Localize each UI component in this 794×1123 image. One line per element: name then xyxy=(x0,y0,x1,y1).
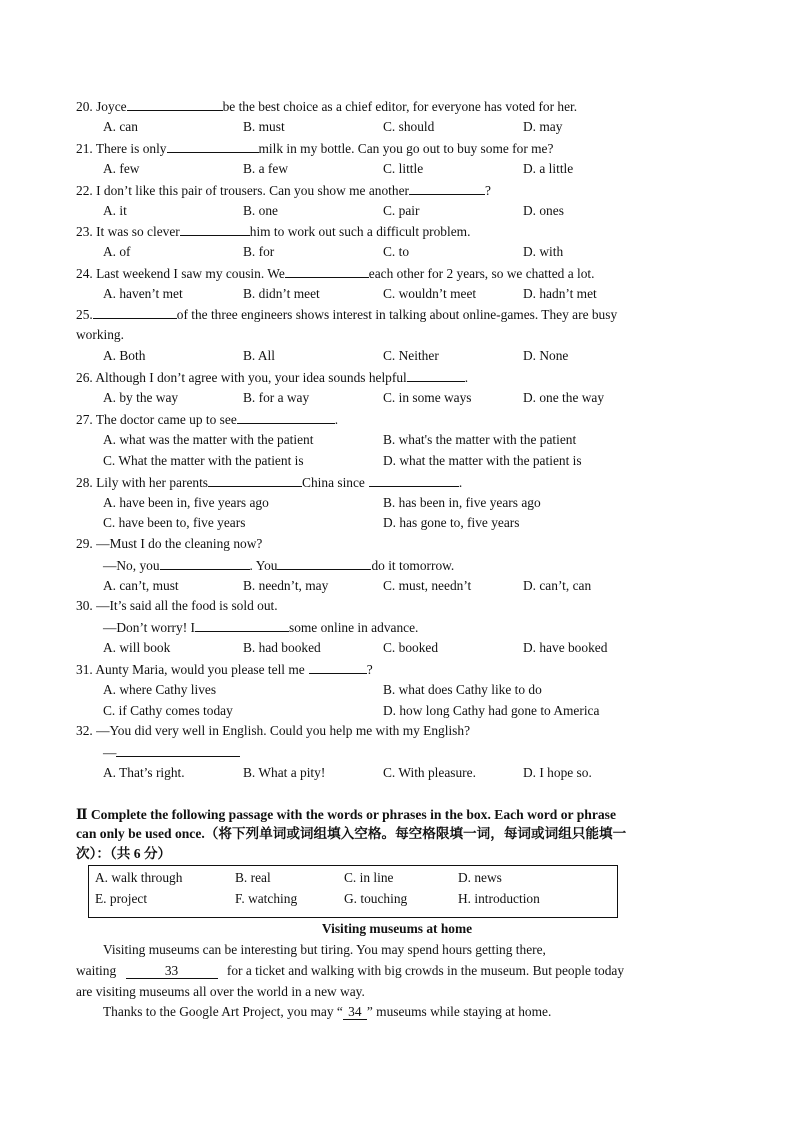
question-text: 31. Aunty Maria, would you please tell me xyxy=(76,662,305,677)
question-text: . You xyxy=(249,558,278,573)
question-text: 24. Last weekend I saw my cousin. We xyxy=(76,266,285,281)
word-box-item: H. introduction xyxy=(458,891,540,906)
question-text: 26. Although I don’t agree with you, your idea sounds helpful xyxy=(76,370,407,385)
option-a: A. what was the matter with the patient xyxy=(103,432,314,447)
question-21-stem xyxy=(76,140,553,157)
section-2-instruction-line-2: can only be used once.（将下列单词或词组填入空格。每空格限填一词，每词或词组只能填一 xyxy=(76,826,627,841)
section-2-instruction-line-3: 次）：（共 6 分） xyxy=(76,846,172,861)
question-text: 21. There is only xyxy=(76,141,167,156)
option-a: A. will book xyxy=(103,640,171,655)
question-27-stem xyxy=(76,411,338,428)
option-c: C. little xyxy=(383,161,424,176)
option-d: D. has gone to, five years xyxy=(383,515,520,530)
question-text: ? xyxy=(366,662,373,677)
question-text: —No, you xyxy=(103,558,160,573)
option-b: B. what does Cathy like to do xyxy=(383,682,542,697)
question-32-stem: 32. —You did very well in English. Could you help me with my English? xyxy=(76,723,471,738)
word-box-item: C. in line xyxy=(344,870,394,885)
option-b: B. what's the matter with the patient xyxy=(383,432,577,447)
option-a: A. can’t, must xyxy=(103,578,179,593)
answer-blank xyxy=(409,182,485,195)
question-text: 28. Lily with her parents xyxy=(76,475,209,490)
answer-blank xyxy=(93,306,177,319)
question-text: 25. xyxy=(76,307,93,322)
option-b: B. needn’t, may xyxy=(243,578,329,593)
question-text: . xyxy=(458,475,463,490)
passage-text: waiting xyxy=(76,963,117,978)
option-d: D. what the matter with the patient is xyxy=(383,453,582,468)
option-d: D. a little xyxy=(523,161,574,176)
option-b: B. must xyxy=(243,119,285,134)
option-b: B. didn’t meet xyxy=(243,286,320,301)
question-text: . xyxy=(334,412,339,427)
option-d: D. have booked xyxy=(523,640,608,655)
question-text: him to work out such a difficult problem. xyxy=(249,224,471,239)
answer-blank xyxy=(180,223,250,236)
option-a: A. Both xyxy=(103,348,146,363)
word-box-item: B. real xyxy=(235,870,271,885)
answer-blank xyxy=(407,369,465,382)
option-a: A. have been in, five years ago xyxy=(103,495,269,510)
option-d: D. one the way xyxy=(523,390,605,405)
option-c: C. Neither xyxy=(383,348,439,363)
question-text: . xyxy=(464,370,469,385)
option-c: C. to xyxy=(383,244,410,259)
question-text: be the best choice as a chief editor, for everyone has voted for her. xyxy=(222,99,578,114)
question-text: 23. It was so clever xyxy=(76,224,180,239)
question-31-stem xyxy=(76,661,373,678)
passage-text: for a ticket and walking with big crowds in the museum. But people today xyxy=(226,963,625,978)
answer-blank xyxy=(116,744,240,757)
option-c: C. must, needn’t xyxy=(383,578,472,593)
option-a: A. few xyxy=(103,161,140,176)
option-a: A. can xyxy=(103,119,138,134)
option-d: D. ones xyxy=(523,203,564,218)
option-d: D. with xyxy=(523,244,564,259)
question-30-stem: 30. —It’s said all the food is sold out. xyxy=(76,598,278,613)
question-24-stem xyxy=(76,265,594,282)
option-a: A. That’s right. xyxy=(103,765,185,780)
passage-line xyxy=(103,1004,551,1020)
question-29-reply xyxy=(103,557,454,574)
option-b: B. had booked xyxy=(243,640,321,655)
option-c: C. With pleasure. xyxy=(383,765,476,780)
answer-blank xyxy=(277,557,371,570)
passage-text: Thanks to the Google Art Project, you may “ xyxy=(103,1004,343,1019)
question-25-stem xyxy=(76,306,617,323)
option-b: B. All xyxy=(243,348,275,363)
answer-blank xyxy=(195,619,289,632)
answer-blank xyxy=(167,140,259,153)
option-a: A. by the way xyxy=(103,390,179,405)
question-29-stem: 29. —Must I do the cleaning now? xyxy=(76,536,263,551)
option-d: D. may xyxy=(523,119,563,134)
option-a: A. of xyxy=(103,244,131,259)
question-32-reply xyxy=(103,744,240,761)
question-text: do it tomorrow. xyxy=(371,558,455,573)
question-30-reply xyxy=(103,619,418,636)
answer-blank xyxy=(285,265,369,278)
question-22-stem xyxy=(76,182,491,199)
option-d: D. can’t, can xyxy=(523,578,592,593)
option-c: C. in some ways xyxy=(383,390,472,405)
section-2-instruction-line-1: Ⅱ Complete the following passage with the words or phrases in the box. Each word or phrase xyxy=(76,807,616,822)
question-text: 27. The doctor came up to see xyxy=(76,412,237,427)
option-c: C. pair xyxy=(383,203,420,218)
question-text: some online in advance. xyxy=(288,620,419,635)
question-text: milk in my bottle. Can you go out to buy some for me? xyxy=(258,141,554,156)
word-box-item: G. touching xyxy=(344,891,408,906)
word-box-item: D. news xyxy=(458,870,502,885)
option-c: C. if Cathy comes today xyxy=(103,703,233,718)
question-text: —Don’t worry! I xyxy=(103,620,195,635)
answer-blank xyxy=(127,98,223,111)
passage-line xyxy=(76,963,624,979)
question-20-stem xyxy=(76,98,577,115)
question-text: ? xyxy=(484,183,491,198)
blank-34: 34 xyxy=(343,1005,367,1020)
option-c: C. have been to, five years xyxy=(103,515,246,530)
option-b: B. for a way xyxy=(243,390,310,405)
question-23-stem xyxy=(76,223,470,240)
option-c: C. should xyxy=(383,119,435,134)
blank-33: 33 xyxy=(126,964,218,979)
question-text: each other for 2 years, so we chatted a lot. xyxy=(368,266,595,281)
option-d: D. hadn’t met xyxy=(523,286,597,301)
passage-line: are visiting museums all over the world in a new way. xyxy=(76,984,365,999)
option-b: B. What a pity! xyxy=(243,765,326,780)
option-b: B. one xyxy=(243,203,278,218)
option-a: A. where Cathy lives xyxy=(103,682,217,697)
option-b: B. has been in, five years ago xyxy=(383,495,541,510)
word-box-item: F. watching xyxy=(235,891,298,906)
answer-blank xyxy=(208,474,302,487)
question-26-stem xyxy=(76,369,468,386)
question-text: 22. I don’t like this pair of trousers. Can you show me another xyxy=(76,183,409,198)
question-text: China since xyxy=(302,475,365,490)
passage-line: Visiting museums can be interesting but tiring. You may spend hours getting there, xyxy=(103,942,546,957)
answer-blank xyxy=(309,661,367,674)
passage-text: ” museums while staying at home. xyxy=(366,1004,552,1019)
option-c: C. wouldn’t meet xyxy=(383,286,477,301)
answer-blank xyxy=(160,557,250,570)
option-d: D. I hope so. xyxy=(523,765,592,780)
word-box-item: A. walk through xyxy=(95,870,183,885)
word-box-item: E. project xyxy=(95,891,148,906)
option-d: D. how long Cathy had gone to America xyxy=(383,703,600,718)
option-d: D. None xyxy=(523,348,569,363)
answer-blank xyxy=(369,474,459,487)
answer-blank xyxy=(237,411,335,424)
option-c: C. booked xyxy=(383,640,439,655)
option-b: B. a few xyxy=(243,161,288,176)
option-b: B. for xyxy=(243,244,275,259)
question-25-continuation: working. xyxy=(76,327,124,342)
passage-title: Visiting museums at home xyxy=(321,921,473,936)
option-c: C. What the matter with the patient is xyxy=(103,453,304,468)
option-a: A. it xyxy=(103,203,127,218)
question-text: 20. Joyce xyxy=(76,99,127,114)
question-text: — xyxy=(103,745,117,760)
question-text: of the three engineers shows interest in talking about online-games. They are busy xyxy=(176,307,618,322)
option-a: A. haven’t met xyxy=(103,286,183,301)
question-28-stem xyxy=(76,474,462,491)
